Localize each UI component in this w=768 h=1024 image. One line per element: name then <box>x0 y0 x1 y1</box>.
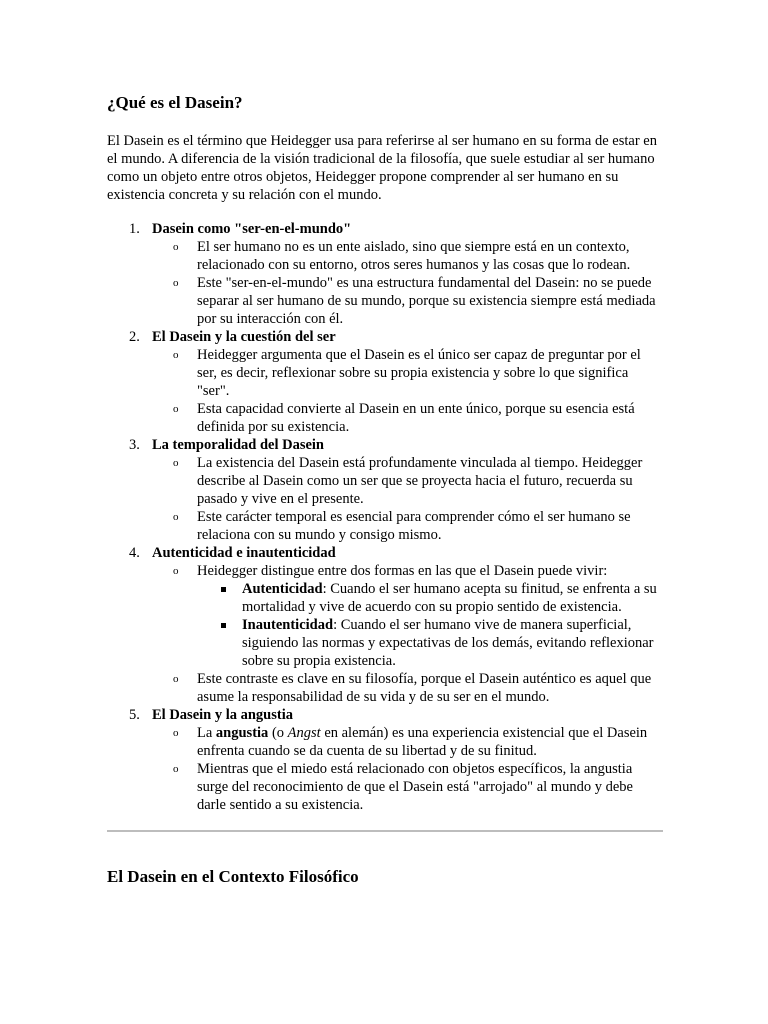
section-title: Dasein como "ser-en-el-mundo" <box>152 221 352 237</box>
bullet-text-part: La <box>197 725 216 741</box>
horizontal-divider <box>107 830 663 832</box>
bullet-list <box>152 238 663 328</box>
circle-bullet-icon: o <box>173 277 179 289</box>
section-title: El Dasein y la cuestión del ser <box>152 329 336 345</box>
list-number: 3. <box>129 437 140 453</box>
list-number: 4. <box>129 545 140 561</box>
bullet-item <box>152 508 663 544</box>
bullet-item <box>152 454 663 508</box>
bullet-item <box>152 274 663 328</box>
sub-bullet-text: : Cuando el ser humano acepta su finitud, se enfrenta a su mortalidad y vive de acuerdo con su propio sentido de existencia. <box>242 581 657 615</box>
sub-bullet-text: : Cuando el ser humano vive de manera superficial, siguiendo las normas y expectativas de los demás, evitando reflexionar sobre su propia existencia. <box>242 617 654 669</box>
bullet-item <box>152 346 663 400</box>
list-item-section-4 <box>107 544 663 706</box>
bullet-text: Esta capacidad convierte al Dasein en un ente único, porque su esencia está definida por su existencia. <box>197 401 635 435</box>
sub-bullet-item <box>197 616 663 670</box>
bullet-item <box>152 400 663 436</box>
bullet-item <box>152 760 663 814</box>
circle-bullet-icon: o <box>173 727 179 739</box>
bullet-item <box>152 562 663 670</box>
bullet-text: La existencia del Dasein está profundamente vinculada al tiempo. Heidegger describe al Dasein como un ser que se proyecta hacia el futuro, recuerda su pasado y vive en el presente. <box>197 455 643 507</box>
circle-bullet-icon: o <box>173 673 179 685</box>
square-bullet-icon <box>221 623 226 628</box>
sub-bullet-list <box>197 580 663 670</box>
list-item-section-3 <box>107 436 663 544</box>
circle-bullet-icon: o <box>173 565 179 577</box>
heading-que-es-dasein: ¿Qué es el Dasein? <box>107 93 243 112</box>
section-title: La temporalidad del Dasein <box>152 437 324 453</box>
bullet-text: Este "ser-en-el-mundo" es una estructura fundamental del Dasein: no se puede separar al ser humano de su mundo, porque su existencia siempre está mediada por su interacción con él. <box>197 275 656 327</box>
bullet-list <box>152 346 663 436</box>
numbered-list <box>107 220 663 814</box>
list-number: 2. <box>129 329 140 345</box>
circle-bullet-icon: o <box>173 457 179 469</box>
term-autenticidad: Autenticidad <box>242 581 323 597</box>
bullet-text: Este carácter temporal es esencial para comprender cómo el ser humano se relaciona con su mundo y consigo mismo. <box>197 509 631 543</box>
bullet-text-part: en alemán) es una experiencia existencial que el Dasein enfrenta cuando se da cuenta de su libertad y de su finitud. <box>197 725 648 759</box>
bullet-list <box>152 454 663 544</box>
sub-bullet-item <box>197 580 663 616</box>
document-content <box>107 92 663 814</box>
list-number: 1. <box>129 221 140 237</box>
bullet-text: Heidegger distingue entre dos formas en las que el Dasein puede vivir: <box>197 563 608 579</box>
circle-bullet-icon: o <box>173 349 179 361</box>
bullet-text: El ser humano no es un ente aislado, sino que siempre está en un contexto, relacionado con su entorno, otros seres humanos y las cosas que lo rodean. <box>197 239 631 273</box>
list-item-section-5 <box>107 706 663 814</box>
bullet-item <box>152 670 663 706</box>
section-title: El Dasein y la angustia <box>152 707 293 723</box>
bullet-text: Heidegger argumenta que el Dasein es el único ser capaz de preguntar por el ser, es decir, reflexionar sobre su propia existencia y sobre lo que significa "ser". <box>197 347 641 399</box>
list-item-section-1 <box>107 220 663 328</box>
bullet-list <box>152 562 663 706</box>
list-number: 5. <box>129 707 140 723</box>
bullet-item <box>152 238 663 274</box>
circle-bullet-icon: o <box>173 763 179 775</box>
circle-bullet-icon: o <box>173 241 179 253</box>
bullet-text-part: (o <box>268 725 288 741</box>
term-angst: Angst <box>287 725 321 741</box>
bullet-item <box>152 724 663 760</box>
term-angustia: angustia <box>215 725 269 741</box>
list-item-section-2 <box>107 328 663 436</box>
bullet-text: Mientras que el miedo está relacionado con objetos específicos, la angustia surge del reconocimiento de que el Dasein está "arrojado" al mundo y debe darle sentido a su existencia. <box>197 761 633 813</box>
bullet-list <box>152 724 663 814</box>
intro-paragraph: El Dasein es el término que Heidegger usa para referirse al ser humano en su forma de estar en el mundo. A diferencia de la visión tradicional de la filosofía, que suele estudiar al ser humano como un objeto entre otros objetos, Heidegger propone comprender al ser humano en su existencia concreta y su relación con el mundo. <box>107 133 657 203</box>
circle-bullet-icon: o <box>173 511 179 523</box>
heading-contexto-filosofico: El Dasein en el Contexto Filosófico <box>107 867 359 886</box>
circle-bullet-icon: o <box>173 403 179 415</box>
bullet-text: Este contraste es clave en su filosofía, porque el Dasein auténtico es aquel que asume la responsabilidad de su vida y de su ser en el mundo. <box>197 671 652 705</box>
square-bullet-icon <box>221 587 226 592</box>
term-inautenticidad: Inautenticidad <box>242 617 334 633</box>
section-title: Autenticidad e inautenticidad <box>152 545 336 561</box>
